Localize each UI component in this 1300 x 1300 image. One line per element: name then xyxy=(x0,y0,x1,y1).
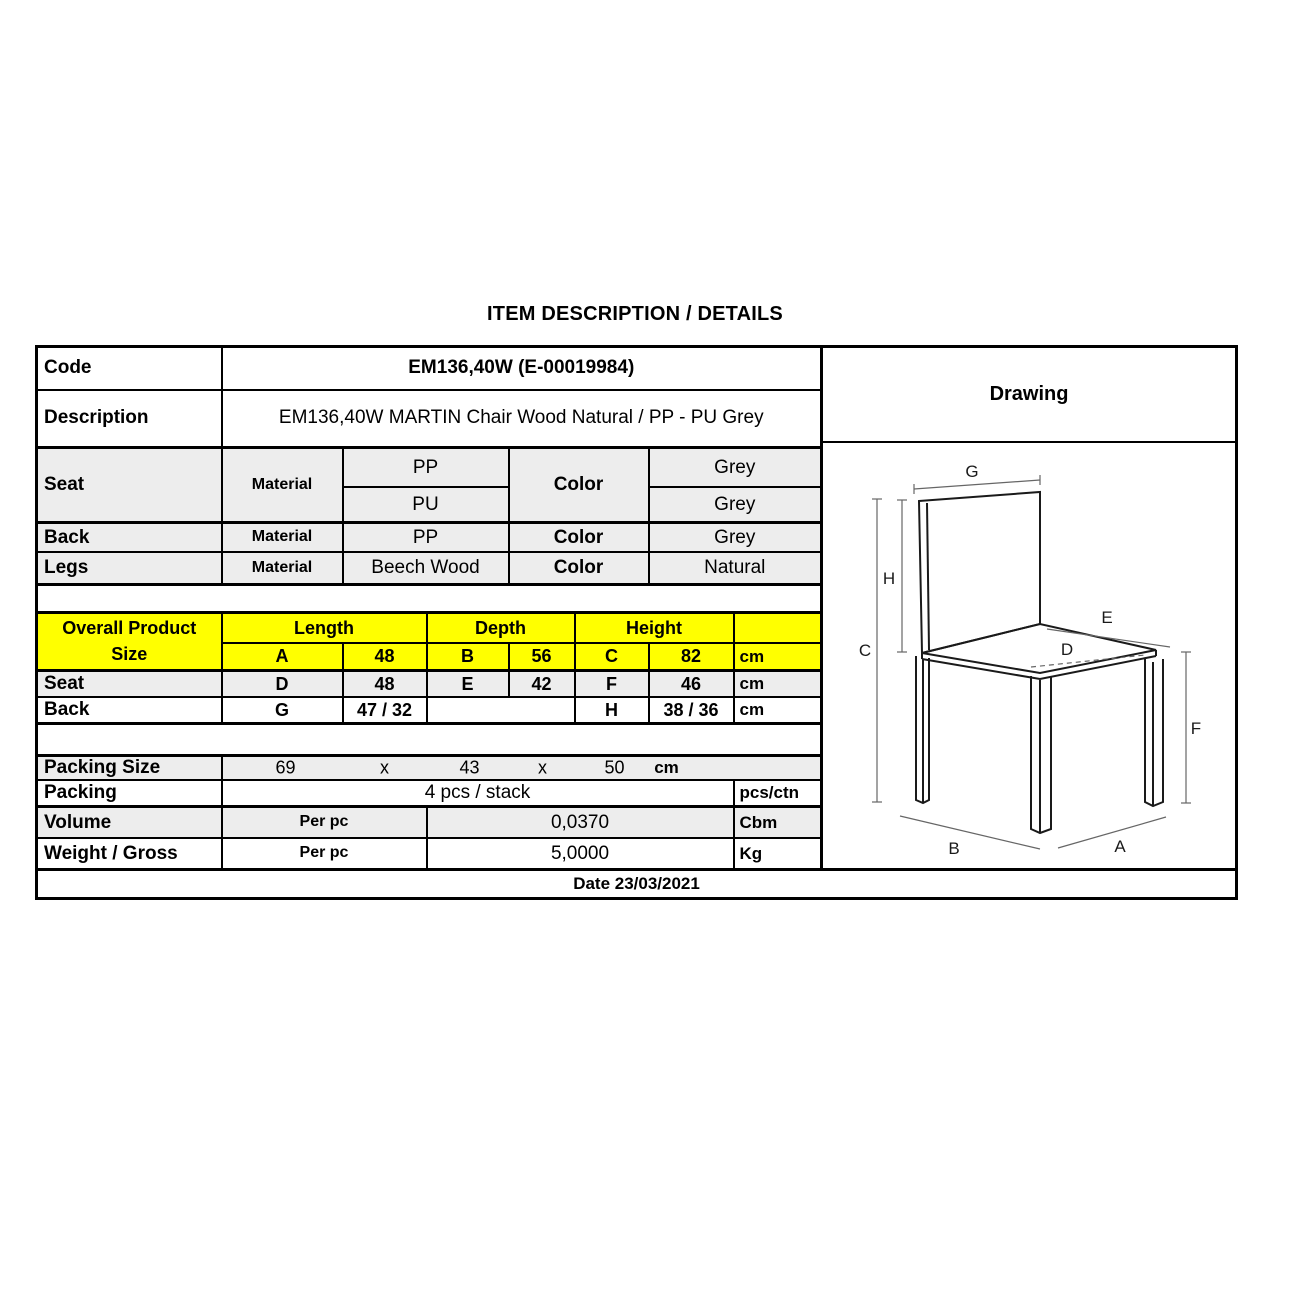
dim-c-value: 82 xyxy=(649,643,734,670)
code-label: Code xyxy=(37,347,222,390)
spacer-cell xyxy=(37,584,822,612)
packing-value: 4 pcs / stack xyxy=(222,780,734,806)
seat-material-label: Material xyxy=(222,448,343,523)
back-material-label: Material xyxy=(222,522,343,552)
back-size-empty xyxy=(427,697,575,723)
dim-label-h: H xyxy=(882,569,896,588)
dim-b-label: B xyxy=(427,643,509,670)
dim-d-label: D xyxy=(222,670,343,697)
legs-part-label: Legs xyxy=(37,552,222,584)
back-size-label: Back xyxy=(37,697,222,723)
back-size-unit: cm xyxy=(734,697,822,723)
dim-c-label: C xyxy=(575,643,649,670)
drawing-title: Drawing xyxy=(823,348,1235,443)
seat-material-1: PP xyxy=(343,448,509,488)
seat-size-label: Seat xyxy=(37,670,222,697)
dim-a-value: 48 xyxy=(343,643,427,670)
dim-h-value: 38 / 36 xyxy=(649,697,734,723)
overall-size-label xyxy=(37,612,222,670)
date-value: Date 23/03/2021 xyxy=(37,869,1237,898)
description-label: Description xyxy=(37,390,222,448)
spacer-cell-2 xyxy=(37,723,822,755)
packing-size-unit: cm xyxy=(654,758,679,778)
volume-unit: Cbm xyxy=(734,806,822,838)
size-header-unit-spacer xyxy=(734,612,822,643)
volume-value: 0,0370 xyxy=(427,806,734,838)
seat-color-2: Grey xyxy=(649,487,822,522)
back-part-label: Back xyxy=(37,522,222,552)
dim-e-value: 42 xyxy=(509,670,575,697)
description-value: EM136,40W MARTIN Chair Wood Natural / PP - PU Grey xyxy=(222,390,822,448)
seat-part-label: Seat xyxy=(37,448,222,523)
overall-unit: cm xyxy=(734,643,822,670)
dim-f-value: 46 xyxy=(649,670,734,697)
weight-value: 5,0000 xyxy=(427,838,734,869)
packing-label: Packing xyxy=(37,780,222,806)
dim-label-g: G xyxy=(965,462,979,481)
chair-drawing xyxy=(823,443,1232,863)
back-material-value: PP xyxy=(343,522,509,552)
legs-material-label: Material xyxy=(222,552,343,584)
chair-outline xyxy=(916,492,1163,833)
dim-f-label: F xyxy=(575,670,649,697)
length-header: Length xyxy=(222,612,427,643)
dim-label-b: B xyxy=(948,839,960,858)
dim-label-f: F xyxy=(1190,719,1202,738)
packing-size-v1: 69 xyxy=(275,757,296,778)
weight-unit: Kg xyxy=(734,838,822,869)
dim-label-a: A xyxy=(1114,837,1126,856)
drawing-panel xyxy=(822,347,1237,870)
dim-e-label: E xyxy=(427,670,509,697)
packing-size-x2: x xyxy=(538,757,547,778)
spec-table xyxy=(35,345,1238,900)
dim-a-label: A xyxy=(222,643,343,670)
date-row xyxy=(37,869,1237,898)
back-color-value: Grey xyxy=(649,522,822,552)
height-header: Height xyxy=(575,612,734,643)
dim-label-c: C xyxy=(858,641,872,660)
legs-color-value: Natural xyxy=(649,552,822,584)
volume-label: Volume xyxy=(37,806,222,838)
packing-size-values xyxy=(222,755,822,780)
page-title: ITEM DESCRIPTION / DETAILS xyxy=(487,303,783,325)
packing-size-label: Packing Size xyxy=(37,755,222,780)
dim-g-label: G xyxy=(222,697,343,723)
seat-color-1: Grey xyxy=(649,448,822,488)
code-value: EM136,40W (E-00019984) xyxy=(222,347,822,390)
dim-g-value: 47 / 32 xyxy=(343,697,427,723)
dim-b-value: 56 xyxy=(509,643,575,670)
depth-header: Depth xyxy=(427,612,575,643)
packing-size-x1: x xyxy=(380,757,389,778)
packing-size-v3: 50 xyxy=(604,757,625,778)
seat-size-unit: cm xyxy=(734,670,822,697)
packing-unit: pcs/ctn xyxy=(734,780,822,806)
volume-per: Per pc xyxy=(222,806,427,838)
seat-color-label: Color xyxy=(509,448,649,523)
seat-material-2: PU xyxy=(343,487,509,522)
weight-label: Weight / Gross xyxy=(37,838,222,869)
dim-h-label: H xyxy=(575,697,649,723)
overall-size-label-line1: Overall Product xyxy=(62,618,197,639)
dim-label-d: D xyxy=(1060,640,1074,659)
back-color-label: Color xyxy=(509,522,649,552)
legs-material-value: Beech Wood xyxy=(343,552,509,584)
code-row xyxy=(37,347,1237,390)
overall-size-label-line2: Size xyxy=(111,644,148,665)
weight-per: Per pc xyxy=(222,838,427,869)
dim-d-value: 48 xyxy=(343,670,427,697)
packing-size-v2: 43 xyxy=(459,757,480,778)
dim-label-e: E xyxy=(1101,608,1113,627)
legs-color-label: Color xyxy=(509,552,649,584)
